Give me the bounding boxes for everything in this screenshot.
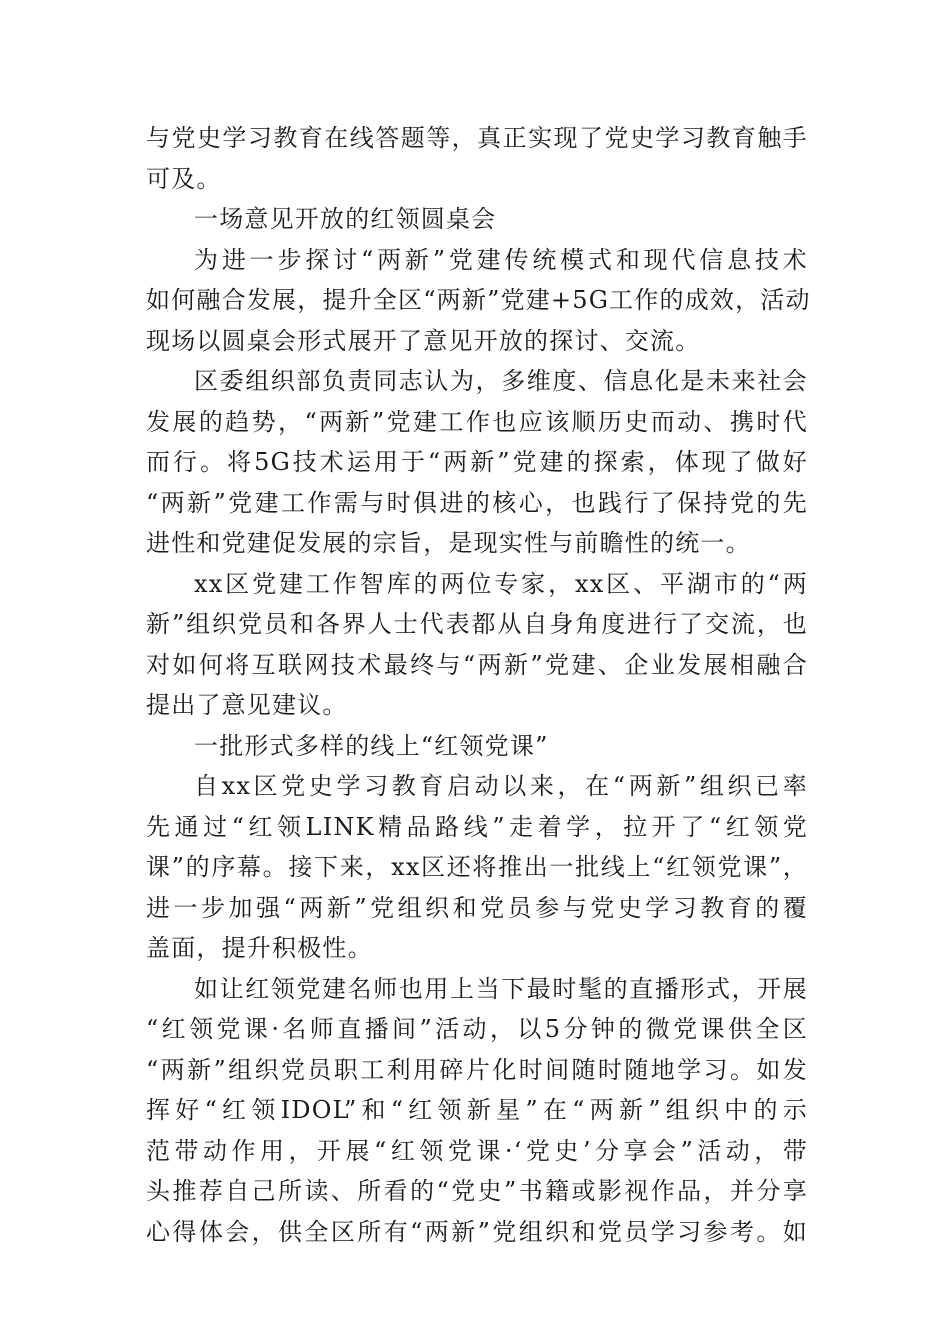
- text-line: 发展的趋势，“两新”党建工作也应该顺历史而动、携时代: [146, 407, 808, 436]
- text-line: “两新”党建工作需与时俱进的核心，也践行了保持党的先: [146, 488, 808, 517]
- text-line: 为进一步探讨“两新”党建传统模式和现代信息技术: [194, 245, 808, 274]
- text-line: 范带动作用，开展“红领党课·‘党史’分享会”活动，带: [146, 1136, 808, 1165]
- document-page: [146, 118, 811, 1252]
- text-line: 新”组织党员和各界人士代表都从自身角度进行了交流，也: [146, 610, 808, 638]
- text-line: 如何融合发展，提升全区“两新”党建+5G工作的成效，活动: [146, 286, 811, 314]
- paragraph-6: [146, 766, 808, 969]
- text-line: 可及。: [146, 164, 222, 193]
- text-line: 与党史学习教育在线答题等，真正实现了党史学习教育触手: [146, 124, 808, 152]
- paragraph-0: [146, 118, 808, 199]
- text-line: 盖面，提升积极性。: [146, 934, 373, 962]
- text-line: 自xx区党史学习教育启动以来，在“两新”组织已率: [194, 772, 808, 800]
- text-line: 课”的序幕。接下来，xx区还将推出一批线上“红领党课”，: [146, 853, 808, 881]
- text-line: 一场意见开放的红领圆桌会: [194, 205, 497, 233]
- paragraph-3: [146, 361, 808, 564]
- text-line: 如让红领党建名师也用上当下最时髦的直播形式，开展: [194, 974, 808, 1003]
- paragraph-2: [146, 240, 811, 362]
- text-line: 区委组织部负责同志认为，多维度、信息化是未来社会: [194, 367, 808, 395]
- text-line: 心得体会，供全区所有“两新”党组织和党员学习参考。如: [146, 1217, 808, 1246]
- section-heading-red-collar-lessons: [146, 726, 808, 767]
- text-line: 先通过“红领LINK精品路线”走着学，拉开了“红领党: [146, 812, 808, 841]
- text-line: 对如何将互联网技术最终与“两新”党建、企业发展相融合: [146, 650, 808, 679]
- text-line: 进性和党建促发展的宗旨，是现实性与前瞻性的统一。: [146, 529, 751, 557]
- text-line: 提出了意见建议。: [146, 691, 348, 719]
- text-line: 一批形式多样的线上“红领党课”: [194, 731, 549, 760]
- text-line: xx区党建工作智库的两位专家，xx区、平湖市的“两: [194, 569, 808, 598]
- text-line: “两新”组织党员职工利用碎片化时间随时随地学习。如发: [146, 1055, 808, 1084]
- text-line: 挥好“红领IDOL”和“红领新星”在“两新”组织中的示: [146, 1096, 808, 1124]
- paragraph-7: [146, 969, 808, 1253]
- text-line: “红领党课·名师直播间”活动，以5分钟的微党课供全区: [146, 1015, 808, 1043]
- text-line: 头推荐自己所读、所看的“党史”书籍或影视作品，并分享: [146, 1177, 808, 1205]
- text-line: 而行。将5G技术运用于“两新”党建的探索，体现了做好: [146, 448, 808, 476]
- section-heading-roundtable: [146, 199, 808, 240]
- paragraph-4: [146, 564, 808, 726]
- text-line: 进一步加强“两新”党组织和党员参与党史学习教育的覆: [146, 893, 808, 922]
- text-line: 现场以圆桌会形式展开了意见开放的探讨、交流。: [146, 326, 701, 355]
